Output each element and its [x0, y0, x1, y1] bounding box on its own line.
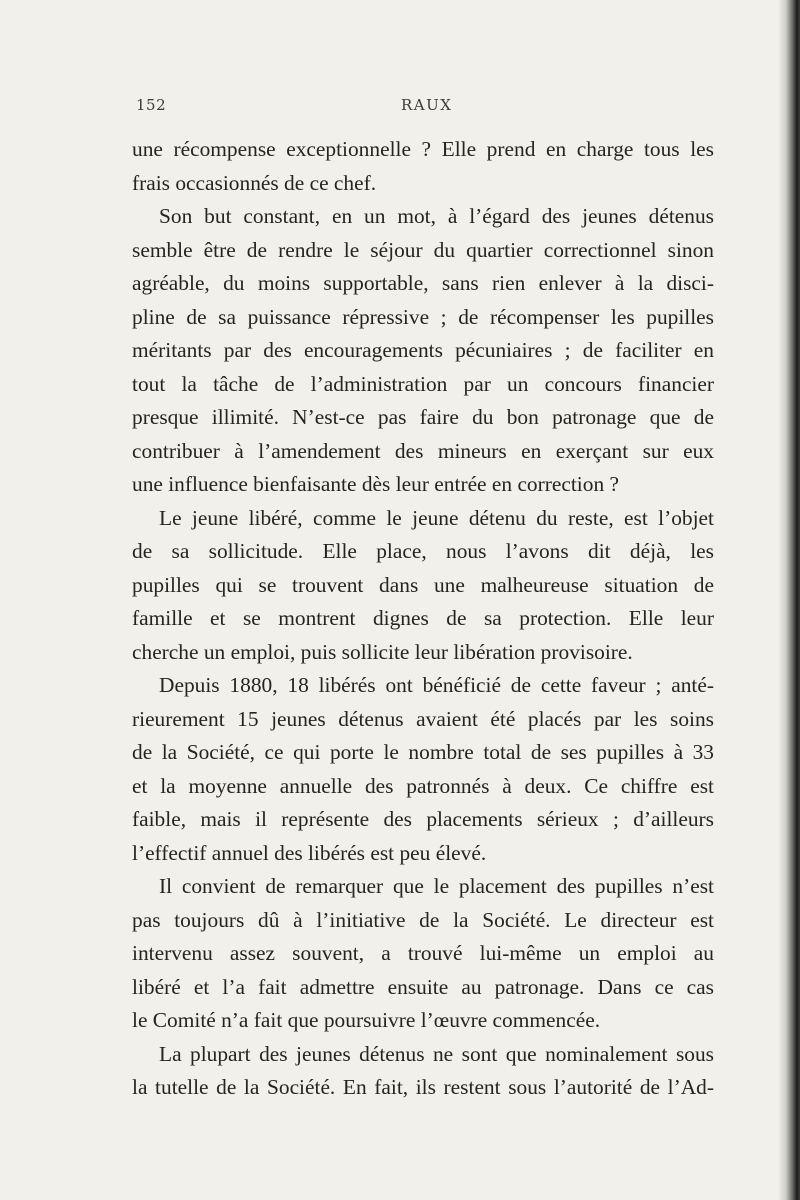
page-header — [136, 96, 716, 118]
text-line: agréable, du moins supportable, sans rien enlever à la disci- — [132, 271, 714, 295]
text-line: le Comité n’a fait que poursuivre l’œuvre commencée. — [132, 1008, 601, 1032]
paragraph-first-line: Le jeune libéré, comme le jeune détenu du reste, est l’objet — [159, 505, 714, 530]
paragraph-first-line: Son but constant, en un mot, à l’égard des jeunes détenus — [159, 204, 714, 228]
text-line: une influence bienfaisante dès leur entrée en correction ? — [132, 472, 619, 496]
text-line: cherche un emploi, puis sollicite leur libération provisoire. — [132, 639, 633, 664]
page-edge-shadow — [778, 0, 800, 1200]
text-line: l’effectif annuel des libérés est peu élevé. — [132, 840, 487, 865]
text-line: tout la tâche de l’administration par un concours financier — [132, 371, 714, 396]
paragraph-first-line: La plupart des jeunes détenus ne sont que nominalement sous — [159, 1041, 714, 1066]
text-line: une récompense exceptionnelle ? Elle prend en charge tous les — [132, 137, 714, 161]
body-text — [132, 133, 714, 1105]
text-line: méritants par des encouragements pécuniaires ; de faciliter en — [132, 338, 714, 362]
text-line: semble être de rendre le séjour du quartier correctionnel sinon — [132, 237, 714, 262]
page-number: 152 — [136, 96, 167, 114]
text-line: pupilles qui se trouvent dans une malheureuse situation de — [132, 572, 714, 597]
text-line: contribuer à l’amendement des mineurs en exerçant sur eux — [132, 438, 714, 463]
text-line: de la Société, ce qui porte le nombre total de ses pupilles à 33 — [132, 740, 714, 764]
text-line: frais occasionnés de ce chef. — [132, 170, 377, 195]
text-line: pline de sa puissance répressive ; de récompenser les pupilles — [132, 304, 714, 329]
text-line: rieurement 15 jeunes détenus avaient été placés par les soins — [132, 706, 714, 731]
running-head: RAUX — [401, 96, 453, 114]
text-line: pas toujours dû à l’initiative de la Société. Le directeur est — [132, 907, 714, 932]
paragraph-first-line: Depuis 1880, 18 libérés ont bénéficié de cette faveur ; anté- — [159, 673, 714, 697]
text-line: faible, mais il représente des placements sérieux ; d’ailleurs — [132, 807, 714, 831]
text-line: la tutelle de la Société. En fait, ils restent sous l’autorité de l’Ad- — [132, 1075, 714, 1099]
text-line: intervenu assez souvent, a trouvé lui-même un emploi au — [132, 941, 714, 965]
text-line: de sa sollicitude. Elle place, nous l’avons dit déjà, les — [132, 539, 714, 563]
text-line: et la moyenne annuelle des patronnés à deux. Ce chiffre est — [132, 773, 714, 798]
text-line: libéré et l’a fait admettre ensuite au patronage. Dans ce cas — [132, 974, 714, 999]
paragraph-first-line: Il convient de remarquer que le placement des pupilles n’est — [159, 874, 714, 898]
text-line: presque illimité. N’est-ce pas faire du bon patronage que de — [132, 405, 714, 429]
text-line: famille et se montrent dignes de sa protection. Elle leur — [132, 606, 714, 630]
